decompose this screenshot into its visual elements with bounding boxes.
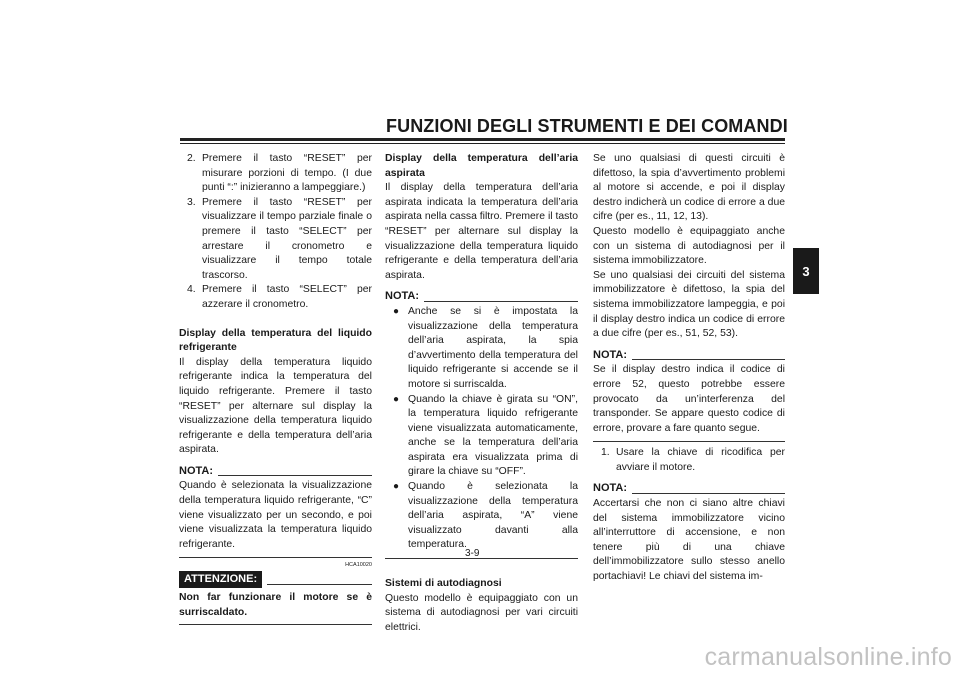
header-rule-thin — [180, 143, 785, 144]
column-left — [179, 152, 372, 625]
step-item: 2. Premere il tasto “RESET” per misurare porzioni di tempo. (I due punti “:” inizieranno a lampeggiare.) — [187, 153, 372, 194]
reference-code: HCA10020 — [345, 562, 372, 569]
attention-badge: ATTENZIONE: — [179, 571, 262, 588]
nota-label: NOTA: — [385, 290, 420, 303]
nota-header — [593, 348, 785, 363]
paragraph: Se uno qualsiasi di questi circuiti è difettoso, la spia d’avvertimento problemi al motore si accende, e poi il display destro indicherà un codice di errore a due cifre (per es., 11, 12, 13). — [593, 153, 785, 223]
nota-text: Se il display destro indica il codice di errore 52, questo potrebbe essere provocato da un’interferenza del transponder. Se appare questo codice di errore, provare a fare quanto segue. — [593, 364, 785, 434]
nota-label: NOTA: — [593, 348, 628, 361]
section-heading-coolant: Display della temperatura del liquido refrigerante — [179, 327, 372, 354]
separator — [179, 557, 372, 558]
chapter-tab: 3 — [793, 248, 819, 294]
nota-header — [385, 289, 578, 304]
column-middle — [385, 152, 578, 635]
watermark: carmanualsonline.info — [704, 643, 952, 671]
section-heading-self-diagnosis: Sistemi di autodiagnosi — [385, 578, 502, 590]
section-heading-intake-air: Display della temperatura dell’aria aspirata — [385, 153, 578, 179]
attention-header — [179, 571, 372, 588]
bullet-item: ● Anche se si è impostata la visualizzazione della temperatura dell’aria aspirata, la spia d’avvertimento della temperatura del liquido refrigerante si accende se il motore si surriscalda. — [393, 305, 578, 390]
nota-label: NOTA: — [179, 464, 214, 477]
separator — [179, 624, 372, 625]
bullet-icon: ● — [393, 481, 400, 493]
nota-text: Quando è selezionata la visualizzazione della temperatura liquido refrigerante, “C” viene visualizzato per un secondo, e poi viene visualizzata la temperatura liquido refrigerante. — [179, 480, 372, 550]
bullet-item: ● Quando la chiave è girata su “ON”, la temperatura liquido refrigerante viene visualizzata automaticamente, anche se la temperatura dell’aria aspirata era visualizzata prima di girare la chiave su “OFF”. — [393, 393, 578, 478]
page-header-title: FUNZIONI DEGLI STRUMENTI E DEI COMANDI — [386, 116, 788, 136]
step-item: 4. Premere il tasto “SELECT” per azzerare il cronometro. — [187, 284, 372, 310]
paragraph: Questo modello è equipaggiato con un sistema di autodiagnosi per vari circuiti elettrici. — [385, 592, 578, 633]
bullet-icon: ● — [393, 393, 400, 405]
paragraph: Se uno qualsiasi dei circuiti del sistema immobilizzatore è difettoso, la spia del sistema immobilizzatore lampeggia, e poi il display destro indica un codice di errore a due cifre (per es., 51, 52, 53). — [593, 269, 785, 340]
nota-label: NOTA: — [593, 482, 628, 495]
step-item: 1. Usare la chiave di ricodifica per avviare il motore. — [601, 447, 785, 473]
separator — [385, 558, 578, 559]
paragraph: Questo modello è equipaggiato anche con un sistema di autodiagnosi per il sistema immobilizzatore. — [593, 225, 785, 267]
header-rule-thick — [180, 138, 785, 141]
nota-header — [179, 464, 372, 479]
attention-text: Non far funzionare il motore se è surriscaldato. — [179, 592, 372, 618]
step-item: 3. Premere il tasto “RESET” per visualizzare il tempo parziale finale o premere il tasto “SELECT” per arrestare il cronometro e visualizzare il tempo totale trascorso. — [187, 196, 372, 281]
bullet-item: ● Quando è selezionata la visualizzazione della temperatura dell’aria aspirata, “A” viene visualizzato davanti alla temperatura. — [393, 481, 578, 551]
column-right — [593, 152, 785, 585]
nota-text: Accertarsi che non ci siano altre chiavi del sistema immobilizzatore vicino all’interruttore di accensione, e non tenere più di una chiave dell’immobilizzatore sullo stesso anello portachiavi! Le chiavi del sistema im- — [593, 498, 785, 583]
paragraph: Il display della temperatura liquido refrigerante indica la temperatura del liquido refrigerante. Premere il tasto “RESET” per alternare sul display la visualizzazione della temperatura liquido refrigerante e della temperatura dell’aria aspirata. — [179, 356, 372, 456]
paragraph: Il display della temperatura dell’aria aspirata indicata la temperatura dell’aria aspirata nella cassa filtro. Premere il tasto “RESET” per alternare sul display la visualizzazione della temperatura liquido refrigerante e della temperatura dell’aria aspirata. — [385, 182, 578, 281]
page-number: 3-9 — [465, 548, 480, 559]
bullet-icon: ● — [393, 305, 400, 317]
nota-header — [593, 481, 785, 496]
separator — [593, 441, 785, 442]
